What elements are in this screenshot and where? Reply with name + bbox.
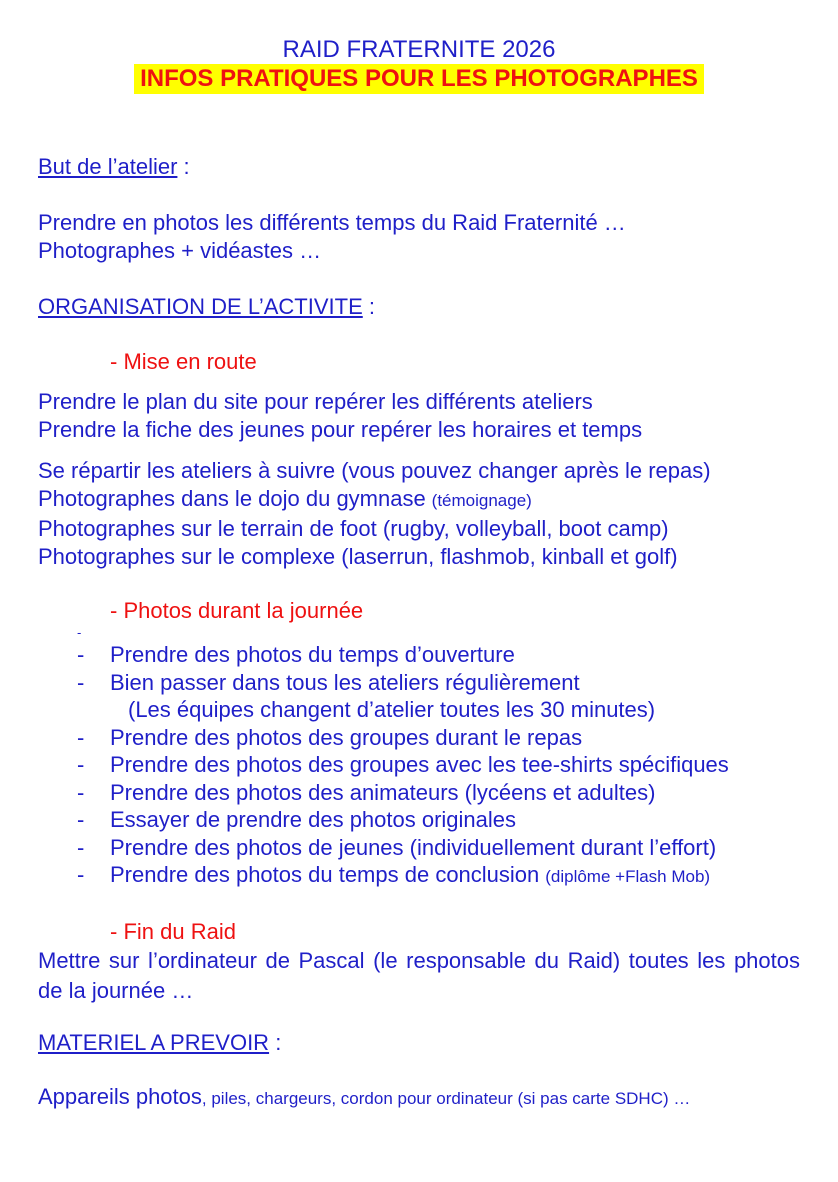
title-block — [38, 36, 800, 97]
document-subtitle — [38, 64, 800, 97]
bullet-text: Prendre des photos des groupes durant le repas — [110, 724, 583, 750]
section-heading-materiel: MATERIEL A PREVOIR : — [38, 1029, 282, 1055]
bullet-dash: - — [77, 625, 82, 640]
bullet-subtext: (Les équipes changent d’atelier toutes les 30 minutes) — [128, 697, 656, 722]
bullet-text: Essayer de prendre des photos originales — [110, 807, 517, 832]
mise-line-1: Prendre le plan du site pour repérer les différents ateliers — [38, 389, 593, 414]
bullet-item — [38, 751, 800, 779]
bullet-text: Prendre des photos du temps de conclusion (diplôme +Flash Mob) — [110, 862, 711, 887]
subheading-photos-journee: - Photos durant la journée — [110, 598, 364, 623]
bullet-text: Bien passer dans tous les ateliers régulièrement — [110, 669, 580, 695]
bullet-dash: - — [77, 862, 85, 887]
bullet-dash: - — [77, 724, 85, 750]
mise-line-4: Photographes dans le dojo du gymnase (témoignage) — [38, 486, 532, 511]
section-heading-but: But de l’atelier : — [38, 154, 190, 179]
bullet-item — [38, 625, 800, 641]
but-paragraph-2: Photographes + vidéastes … — [38, 238, 322, 263]
bullet-item — [38, 779, 800, 807]
bullet-item — [38, 641, 800, 669]
bullet-item — [38, 669, 800, 697]
bullet-text — [110, 625, 800, 641]
bullet-item — [38, 834, 800, 862]
bullet-item — [38, 806, 800, 834]
document-title: RAID FRATERNITE 2026 — [282, 36, 556, 63]
but-paragraph-1: Prendre en photos les différents temps du Raid Fraternité … — [38, 210, 626, 235]
section-heading-organisation: ORGANISATION DE L’ACTIVITE : — [38, 294, 375, 319]
bullet-dash: - — [77, 834, 85, 860]
bullet-dash: - — [77, 669, 85, 695]
bullet-text: Prendre des photos des groupes avec les tee-shirts spécifiques — [110, 752, 729, 777]
photos-journee-bullet-list — [38, 625, 800, 891]
bullet-dash: - — [77, 779, 85, 805]
bullet-text: Prendre des photos des animateurs (lycéens et adultes) — [110, 779, 656, 805]
bullet-text: Prendre des photos du temps d’ouverture — [110, 642, 515, 667]
bullet-item — [38, 724, 800, 752]
materiel-item-main: Appareils photos — [38, 1083, 202, 1109]
bullet-dash: - — [77, 642, 85, 667]
mise-line-2: Prendre la fiche des jeunes pour repérer les horaires et temps — [38, 417, 643, 442]
inline-note: (témoignage) — [431, 491, 532, 510]
inline-note: (diplôme +Flash Mob) — [545, 867, 711, 886]
mise-line-3: Se répartir les ateliers à suivre (vous pouvez changer après le repas) — [38, 458, 711, 483]
mise-line-5: Photographes sur le terrain de foot (rugby, volleyball, boot camp) — [38, 516, 669, 541]
heading-colon: : — [269, 1029, 282, 1055]
bullet-dash: - — [77, 807, 85, 832]
mise-en-route-block-1 — [38, 388, 800, 444]
materiel-item — [38, 1083, 800, 1113]
mise-line-6: Photographes sur le complexe (laserrun, flashmob, kinball et golf) — [38, 544, 678, 569]
heading-colon: : — [362, 294, 375, 319]
bullet-text: Prendre des photos de jeunes (individuellement durant l’effort) — [110, 834, 717, 860]
bullet-item — [38, 861, 800, 891]
subtitle-highlight: INFOS PRATIQUES POUR LES PHOTOGRAPHES — [134, 64, 704, 94]
materiel-item-rest: , piles, chargeurs, cordon pour ordinateur (si pas carte SDHC) … — [201, 1088, 691, 1108]
subheading-mise-en-route: - Mise en route — [110, 349, 257, 374]
mise-en-route-block-2 — [38, 457, 800, 571]
subheading-fin-du-raid: - Fin du Raid — [110, 918, 236, 944]
fin-du-raid-paragraph: Mettre sur l’ordinateur de Pascal (le responsable du Raid) toutes les photos de la journée … — [38, 947, 800, 1003]
bullet-dash: - — [77, 752, 85, 777]
heading-colon: : — [177, 154, 190, 179]
